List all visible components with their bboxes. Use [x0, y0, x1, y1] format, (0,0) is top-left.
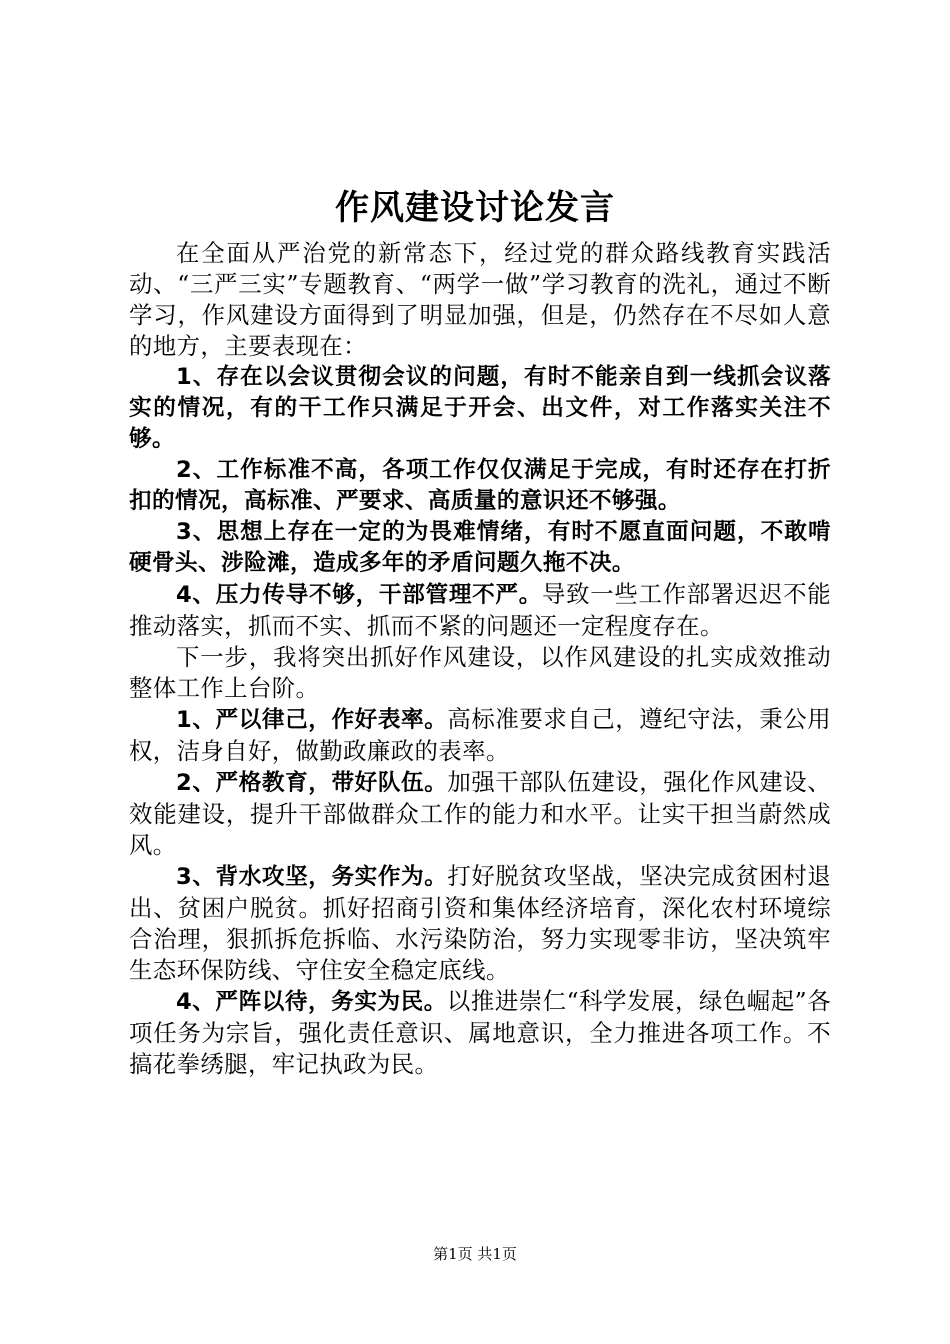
paragraph-issue-3 — [129, 517, 831, 579]
paragraph-lead: 3、思想上存在一定的为畏难情绪，有时不愿直面问题，不敢啃硬骨头、涉险滩，造成多年的矛盾问题久拖不决。 — [129, 519, 831, 576]
paragraph-lead: 2、工作标准不高，各项工作仅仅满足于完成，有时还存在打折扣的情况，高标准、严要求、高质量的意识还不够强。 — [129, 457, 831, 514]
paragraph-text: 高标准要求自己，遵纪守法，秉公用权，洁身自好，做勤政廉政的表率。 — [129, 705, 831, 765]
page-footer: 第1页 共1页 — [433, 1245, 517, 1263]
paragraph-lead: 4、压力传导不够，干部管理不严。 — [176, 582, 543, 608]
paragraph-lead: 1、严以律己，作好表率。 — [176, 707, 448, 733]
paragraph-intro — [129, 238, 831, 362]
paragraph-next-step — [129, 642, 831, 704]
paragraph-lead: 2、严格教育，带好队伍。 — [176, 770, 448, 796]
paragraph-lead: 1、存在以会议贯彻会议的问题，有时不能亲自到一线抓会议落实的情况，有的干工作只满足于开会、出文件，对工作落实关注不够。 — [129, 364, 831, 452]
paragraph-measure-2 — [129, 767, 831, 861]
paragraph-issue-4 — [129, 579, 831, 642]
paragraph-measure-4 — [129, 986, 831, 1080]
paragraph-text: 以推进崇仁“科学发展，绿色崛起”各项任务为宗旨，强化责任意识、属地意识，全力推进各项工作。不搞花拳绣腿，牢记执政为民。 — [129, 987, 831, 1078]
paragraph-lead: 3、背水攻坚，务实作为。 — [176, 864, 448, 890]
paragraph-measure-3 — [129, 861, 831, 986]
paragraph-text: 在全面从严治党的新常态下，经过党的群众路线教育实践活动、“三严三实”专题教育、“两学一做”学习教育的洗礼，通过不断学习，作风建设方面得到了明显加强，但是，仍然存在不尽如人意的地方，主要表现在： — [129, 239, 831, 360]
document-title: 作风建设讨论发言 — [335, 188, 615, 228]
paragraph-text: 下一步，我将突出抓好作风建设，以作风建设的扎实成效推动整体工作上台阶。 — [129, 643, 831, 702]
document-body — [129, 238, 831, 1080]
paragraph-text: 加强干部队伍建设，强化作风建设、效能建设，提升干部做群众工作的能力和水平。让实干担当蔚然成风。 — [129, 768, 831, 859]
paragraph-text: 打好脱贫攻坚战，坚决完成贫困村退出、贫困户脱贫。抓好招商引资和集体经济培育，深化农村环境综合治理，狠抓拆危拆临、水污染防治，努力实现零非访，坚决筑牢生态环保防线、守住安全稳定底线。 — [129, 862, 831, 984]
paragraph-lead: 4、严阵以待，务实为民。 — [176, 989, 447, 1015]
paragraph-issue-1 — [129, 362, 831, 455]
paragraph-measure-1 — [129, 704, 831, 767]
paragraph-text: 导致一些工作部署迟迟不能推动落实，抓而不实、抓而不紧的问题还一定程度存在。 — [129, 580, 831, 640]
paragraph-issue-2 — [129, 455, 831, 517]
